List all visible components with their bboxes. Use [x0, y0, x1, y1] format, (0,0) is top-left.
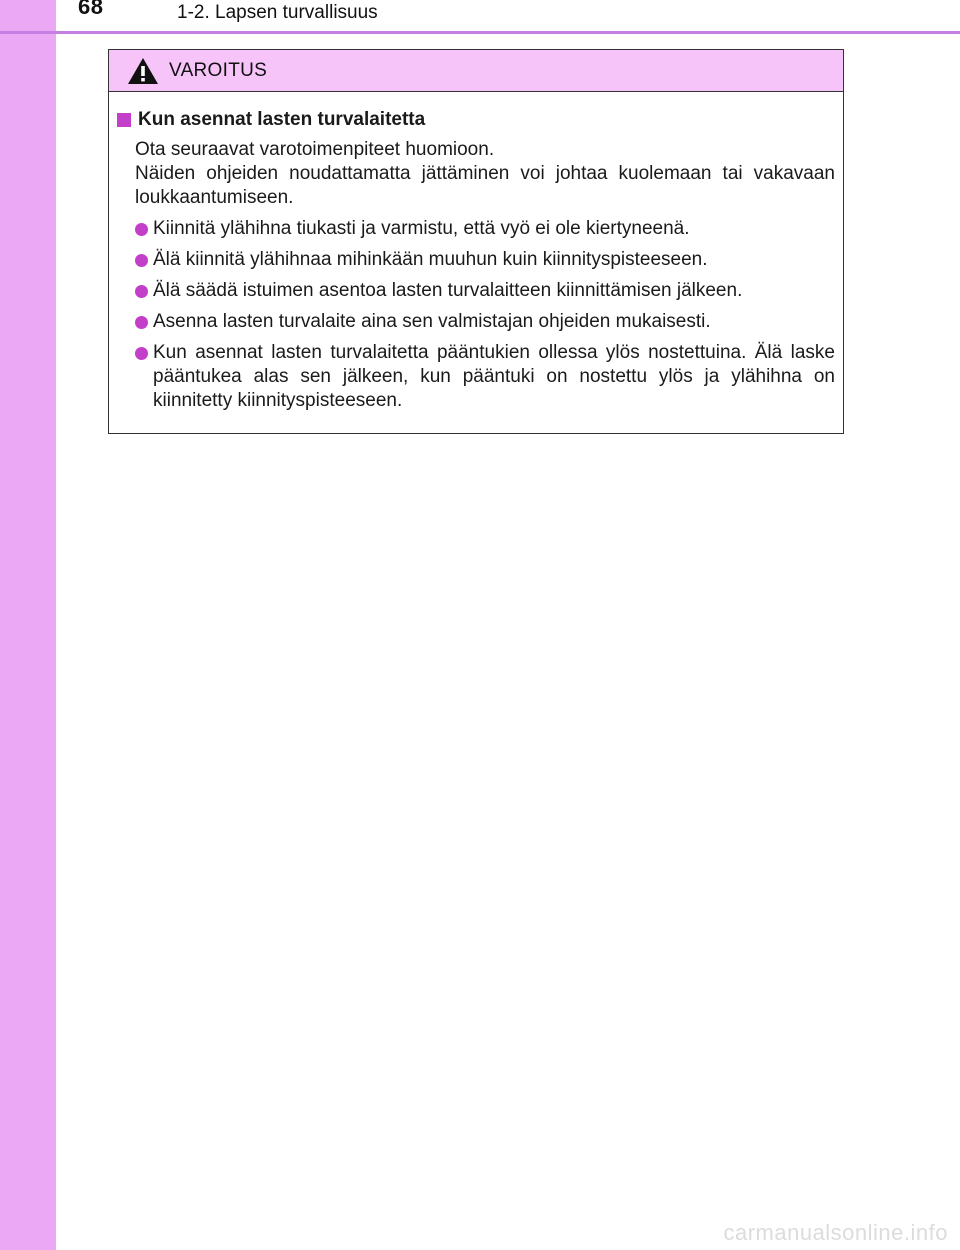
list-item [135, 217, 835, 241]
bullet-dot-icon [135, 254, 148, 267]
warning-label: VAROITUS [169, 60, 268, 81]
bullet-dot-icon [135, 316, 148, 329]
bullet-dot-icon [135, 285, 148, 298]
square-bullet-icon [117, 113, 131, 127]
warning-subheading [117, 107, 835, 133]
list-item-text: Älä säädä istuimen asentoa lasten turvalaitteen kiinnittämisen jälkeen. [153, 280, 743, 301]
list-item [135, 279, 835, 303]
warning-triangle-icon [127, 57, 159, 85]
warning-header [109, 50, 843, 92]
warning-bullet-list [117, 217, 835, 413]
warning-box [108, 49, 844, 434]
bullet-dot-icon [135, 223, 148, 236]
list-item-text: Asenna lasten turvalaite aina sen valmistajan ohjeiden mukaisesti. [153, 311, 711, 332]
list-item-text: Kiinnitä ylähihna tiukasti ja varmistu, että vyö ei ole kiertyneenä. [153, 218, 690, 239]
intro-line-2: Näiden ohjeiden noudattamatta jättäminen voi johtaa kuolemaan tai vakavaan loukkaantumiseen. [135, 163, 835, 208]
warning-body [109, 92, 843, 413]
list-item-text: Älä kiinnitä ylähihnaa mihinkään muuhun kuin kiinnityspisteeseen. [153, 249, 708, 270]
page-number: 68 [78, 0, 104, 19]
intro-line-1: Ota seuraavat varotoimenpiteet huomioon. [135, 139, 495, 160]
warning-subheading-text: Kun asennat lasten turvalaitetta [138, 109, 426, 130]
watermark: carmanualsonline.info [723, 1220, 948, 1245]
section-title: 1-2. Lapsen turvallisuus [177, 2, 378, 23]
list-item [135, 310, 835, 334]
list-item-text: Kun asennat lasten turvalaitetta pääntukien ollessa ylös nostettuina. Älä laske pääntukea alas sen jälkeen, kun pääntuki on nostettu ylös ja ylähihna on kiinnitetty kiinnityspisteeseen. [153, 342, 835, 411]
header-rule [0, 31, 960, 34]
side-band [0, 0, 56, 1250]
bullet-dot-icon [135, 347, 148, 360]
warning-intro [135, 138, 835, 210]
list-item [135, 248, 835, 272]
list-item [135, 341, 835, 413]
